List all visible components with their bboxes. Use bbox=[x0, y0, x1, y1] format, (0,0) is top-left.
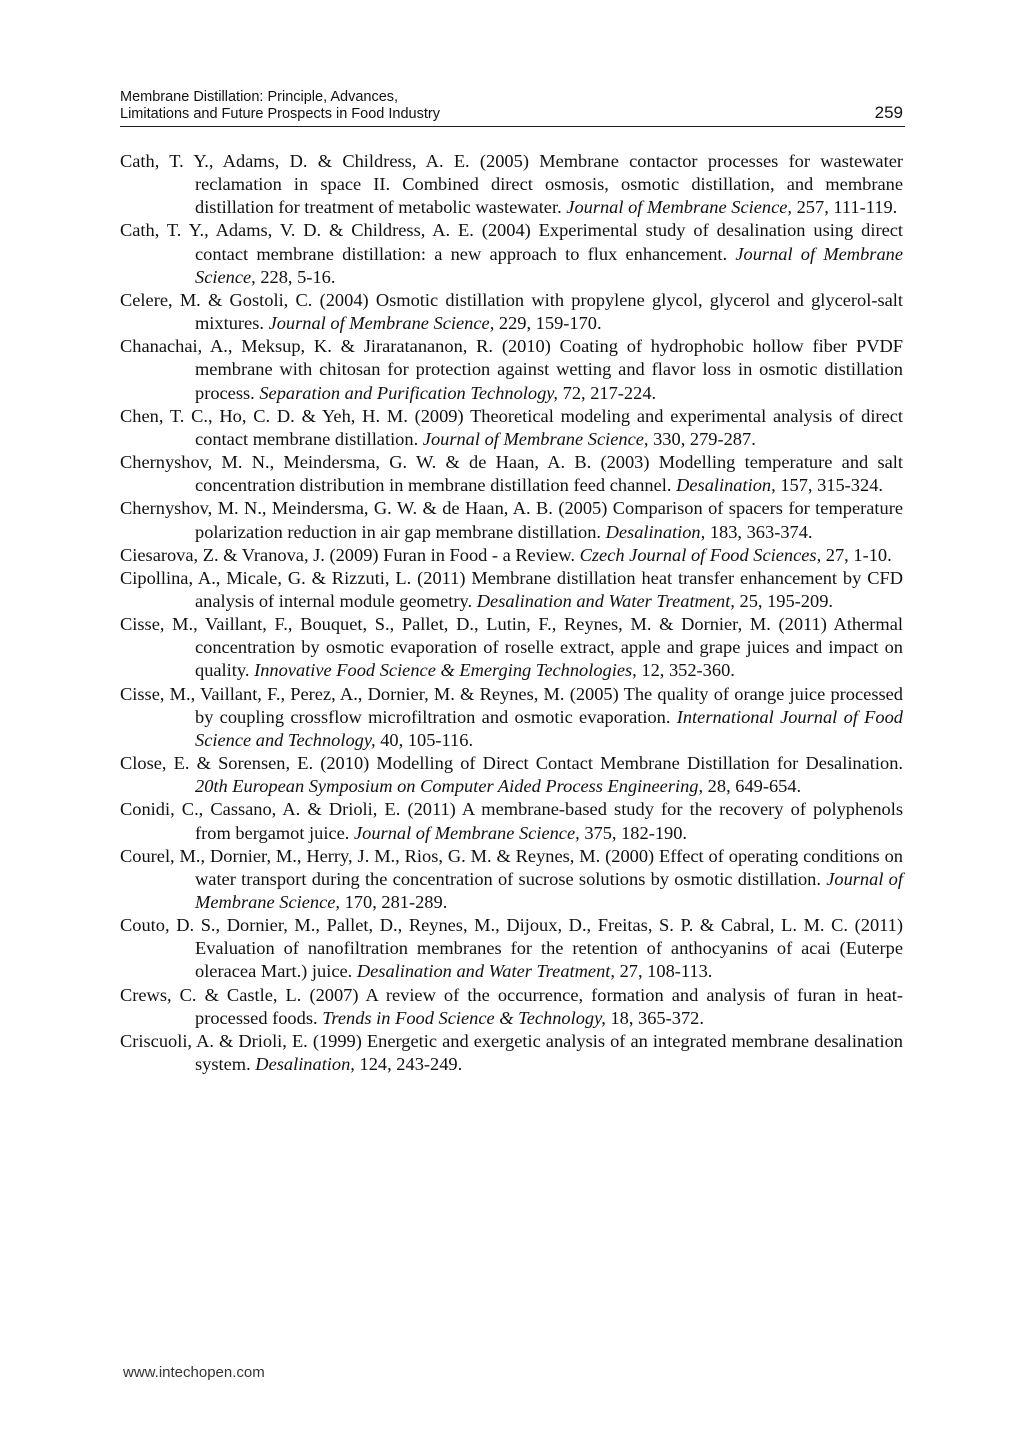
reference-entry bbox=[120, 150, 903, 219]
reference-journal: Desalination and Water Treatment, bbox=[476, 590, 735, 611]
reference-entry bbox=[120, 914, 903, 983]
reference-journal: Innovative Food Science & Emerging Technologies, bbox=[254, 660, 637, 681]
footer-url[interactable]: www.intechopen.com bbox=[123, 1364, 265, 1381]
reference-journal: Desalination, bbox=[676, 475, 776, 496]
reference-text: Conidi, C., Cassano, A. & Drioli, E. (2011) A membrane-based study for the recovery of polyphenols from bergamot juice. bbox=[120, 799, 903, 843]
reference-journal: Journal of Membrane Science, bbox=[268, 313, 495, 334]
reference-entry bbox=[120, 405, 903, 451]
reference-volume-pages: 157, 315-324. bbox=[775, 475, 883, 496]
reference-text: Close, E. & Sorensen, E. (2010) Modelling of Direct Contact Membrane Distillation for Desalination. bbox=[120, 753, 903, 774]
reference-text: Chernyshov, M. N., Meindersma, G. W. & de Haan, A. B. (2003) Modelling temperature and salt concentration distribution in membrane distillation feed channel. bbox=[120, 452, 903, 496]
header-title bbox=[120, 89, 905, 123]
running-header bbox=[120, 89, 905, 123]
reference-volume-pages: 170, 281-289. bbox=[340, 892, 448, 912]
reference-journal: Journal of Membrane Science, bbox=[422, 428, 649, 449]
reference-volume-pages: 330, 279-287. bbox=[648, 428, 756, 449]
reference-text: Cisse, M., Vaillant, F., Perez, A., Dornier, M. & Reynes, M. (2005) The quality of orange juice processed by coupling crossflow microfiltration and osmotic evaporation. bbox=[120, 683, 903, 727]
reference-journal: Journal of Membrane Science, bbox=[195, 868, 903, 912]
reference-text: Ciesarova, Z. & Vranova, J. (2009) Furan in Food - a Review. bbox=[120, 544, 580, 565]
reference-text: Cisse, M., Vaillant, F., Bouquet, S., Pallet, D., Lutin, F., Reynes, M. & Dornier, M. (2011) Athermal concentration by osmotic evaporation of roselle extract, apple and grape juices and impact on quality. bbox=[120, 614, 903, 681]
reference-entry bbox=[120, 798, 903, 844]
reference-journal: Journal of Membrane Science, bbox=[566, 197, 793, 218]
reference-entry bbox=[120, 335, 903, 404]
reference-volume-pages: 18, 365-372. bbox=[605, 1007, 704, 1028]
reference-volume-pages: 72, 217-224. bbox=[558, 382, 657, 403]
reference-journal: International Journal of Food Science and Technology, bbox=[195, 706, 903, 750]
reference-entry bbox=[120, 497, 903, 543]
reference-volume-pages: 28, 649-654. bbox=[703, 776, 802, 797]
header-title-line-1: Membrane Distillation: Principle, Advances, bbox=[120, 89, 399, 105]
reference-journal: Trends in Food Science & Technology, bbox=[322, 1007, 606, 1028]
reference-journal: Journal of Membrane Science, bbox=[195, 243, 903, 287]
reference-text: Couto, D. S., Dornier, M., Pallet, D., Reynes, M., Dijoux, D., Freitas, S. P. & Cabral, L. M. C. (2011) Evaluation of nanofiltration membranes for the retention of anthocyanins of acai (Euterpe oleracea Mart.) juice. bbox=[120, 915, 903, 982]
reference-volume-pages: 228, 5-16. bbox=[255, 266, 336, 287]
reference-text: Chanachai, A., Meksup, K. & Jiraratananon, R. (2010) Coating of hydrophobic hollow fiber PVDF membrane with chitosan for protection against wetting and flavor loss in osmotic distillation process. bbox=[120, 336, 903, 403]
reference-text: Chernyshov, M. N., Meindersma, G. W. & de Haan, A. B. (2005) Comparison of spacers for temperature polarization reduction in air gap membrane distillation. bbox=[120, 498, 903, 542]
reference-entry bbox=[120, 1030, 903, 1076]
reference-volume-pages: 25, 195-209. bbox=[734, 590, 833, 611]
reference-volume-pages: 27, 108-113. bbox=[615, 961, 713, 982]
reference-entry bbox=[120, 845, 903, 914]
page-number: 259 bbox=[874, 103, 903, 122]
reference-entry bbox=[120, 219, 903, 288]
header-divider bbox=[120, 126, 905, 127]
reference-text: Courel, M., Dornier, M., Herry, J. M., Rios, G. M. & Reynes, M. (2000) Effect of operating conditions on water transport during the concentration of sucrose solutions by osmotic distillation. bbox=[120, 845, 903, 889]
reference-entry bbox=[120, 613, 903, 682]
reference-entry bbox=[120, 683, 903, 752]
reference-volume-pages: 375, 182-190. bbox=[579, 822, 688, 843]
reference-entry bbox=[120, 289, 903, 335]
reference-journal: Journal of Membrane Science, bbox=[354, 822, 580, 843]
reference-journal: Desalination, bbox=[255, 1054, 355, 1075]
reference-volume-pages: 40, 105-116. bbox=[375, 729, 474, 750]
reference-journal: Czech Journal of Food Sciences, bbox=[579, 544, 822, 565]
reference-text: Cath, T. Y., Adams, V. D. & Childress, A. E. (2004) Experimental study of desalination using direct contact membrane distillation: a new approach to flux enhancement. bbox=[120, 220, 903, 264]
reference-list bbox=[120, 150, 903, 1076]
reference-text: Chen, T. C., Ho, C. D. & Yeh, H. M. (2009) Theoretical modeling and experimental analysis of direct contact membrane distillation. bbox=[120, 405, 903, 449]
reference-volume-pages: 124, 243-249. bbox=[354, 1054, 463, 1075]
reference-volume-pages: 183, 363-374. bbox=[705, 521, 813, 542]
reference-volume-pages: 229, 159-170. bbox=[494, 313, 602, 334]
reference-text: Crews, C. & Castle, L. (2007) A review of the occurrence, formation and analysis of furan in heat-processed foods. bbox=[120, 984, 903, 1028]
reference-journal: Separation and Purification Technology, bbox=[259, 382, 559, 403]
reference-volume-pages: 27, 1-10. bbox=[821, 544, 892, 565]
reference-entry bbox=[120, 544, 903, 567]
reference-text: Criscuoli, A. & Drioli, E. (1999) Energetic and exergetic analysis of an integrated membrane desalination system. bbox=[120, 1030, 903, 1075]
reference-volume-pages: 257, 111-119. bbox=[792, 197, 898, 218]
reference-journal: 20th European Symposium on Computer Aided Process Engineering, bbox=[195, 776, 704, 797]
reference-entry bbox=[120, 752, 903, 798]
reference-entry bbox=[120, 567, 903, 613]
reference-journal: Desalination and Water Treatment, bbox=[356, 961, 615, 982]
header-title-line-2: Limitations and Future Prospects in Food Industry bbox=[120, 106, 440, 122]
reference-journal: Desalination, bbox=[605, 521, 706, 542]
reference-text: Cath, T. Y., Adams, D. & Childress, A. E. (2005) Membrane contactor processes for wastewater reclamation in space II. Combined direct osmosis, osmotic distillation, and membrane distillation for treatment of metabolic wastewater. bbox=[120, 151, 903, 218]
reference-entry bbox=[120, 451, 903, 497]
reference-volume-pages: 12, 352-360. bbox=[636, 660, 735, 681]
reference-entry bbox=[120, 984, 903, 1030]
reference-text: Cipollina, A., Micale, G. & Rizzuti, L. (2011) Membrane distillation heat transfer enhancement by CFD analysis of internal module geometry. bbox=[120, 567, 903, 611]
reference-text: Celere, M. & Gostoli, C. (2004) Osmotic distillation with propylene glycol, glycerol and glycerol-salt mixtures. bbox=[120, 289, 903, 334]
